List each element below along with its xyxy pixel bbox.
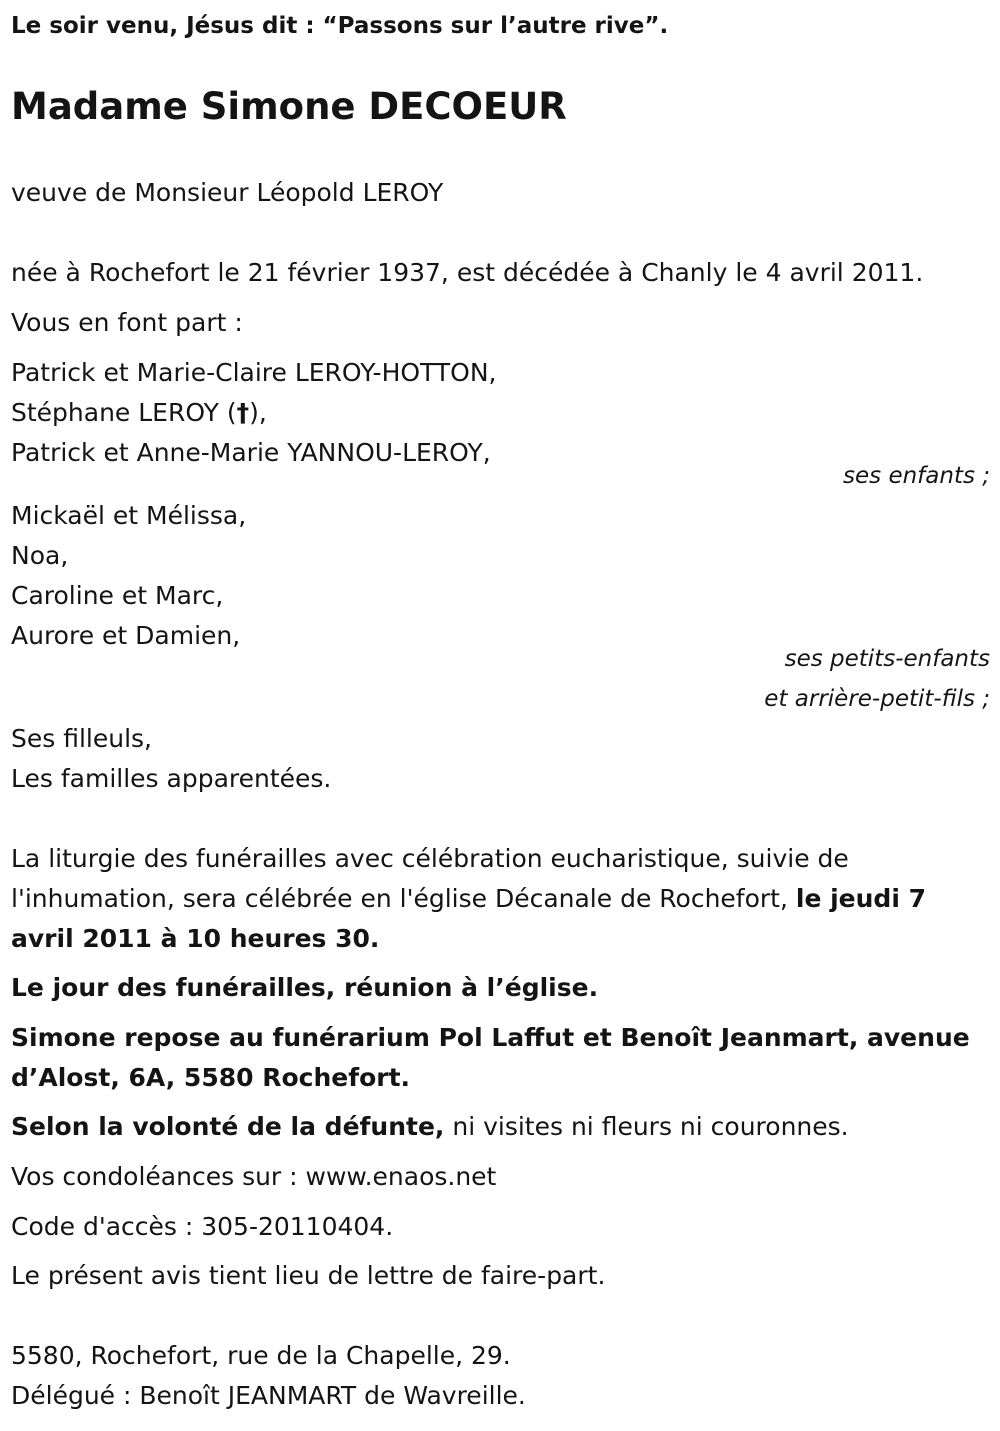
notice-line: Le présent avis tient lieu de lettre de faire-part.	[11, 1261, 606, 1290]
child-name: Stéphane LEROY (	[11, 398, 237, 427]
condolences-line: Vos condoléances sur : www.enaos.net	[11, 1162, 497, 1191]
child-line: Patrick et Marie-Claire LEROY-HOTTON,	[11, 358, 497, 387]
access-code-line: Code d'accès : 305-20110404.	[11, 1212, 394, 1241]
grandchildren-label: ses petits-enfants	[784, 646, 990, 672]
birth-death-line: née à Rochefort le 21 février 1937, est décédée à Chanly le 4 avril 2011.	[11, 258, 924, 287]
spouse-line: veuve de Monsieur Léopold LEROY	[11, 178, 444, 207]
grandchild-line: Caroline et Marc,	[11, 581, 224, 610]
child-line	[11, 393, 267, 433]
child-suffix: ),	[249, 398, 267, 427]
delegate-line: Délégué : Benoît JEANMART de Wavreille.	[11, 1381, 526, 1410]
wishes-bold: Selon la volonté de la défunte,	[11, 1112, 445, 1141]
great-grandchildren-label: et arrière-petit-fils ;	[764, 686, 990, 712]
meeting-line: Le jour des funérailles, réunion à l’église.	[11, 973, 599, 1002]
announcement-line: Vous en font part :	[11, 308, 243, 337]
children-label: ses enfants ;	[843, 463, 990, 489]
liturgy-paragraph	[11, 839, 976, 959]
scripture-quote: Le soir venu, Jésus dit : “Passons sur l’autre rive”.	[11, 13, 669, 39]
godchildren-line: Ses filleuls,	[11, 724, 153, 753]
liturgy-text: La liturgie des funérailles avec célébration eucharistique, suivie de l'inhumation, sera célébrée en l'église Décanale de Rochefort,	[11, 844, 849, 913]
relatives-line: Les familles apparentées.	[11, 764, 332, 793]
wishes-line	[11, 1107, 849, 1147]
child-line: Patrick et Anne-Marie YANNOU-LEROY,	[11, 438, 491, 467]
grandchild-line: Aurore et Damien,	[11, 621, 241, 650]
grandchild-line: Noa,	[11, 541, 69, 570]
liturgy-date: le jeudi 7 avril 2011 à 10 heures 30.	[11, 884, 926, 953]
deceased-cross-icon: †	[236, 398, 250, 427]
deceased-name: Madame Simone DECOEUR	[11, 85, 567, 128]
grandchild-line: Mickaël et Mélissa,	[11, 501, 247, 530]
rest-place-paragraph: Simone repose au funérarium Pol Laffut et Benoît Jeanmart, avenue d’Alost, 6A, 5580 Rochefort.	[11, 1023, 970, 1092]
wishes-text: ni visites ni fleurs ni couronnes.	[444, 1112, 849, 1141]
address-line: 5580, Rochefort, rue de la Chapelle, 29.	[11, 1341, 511, 1370]
